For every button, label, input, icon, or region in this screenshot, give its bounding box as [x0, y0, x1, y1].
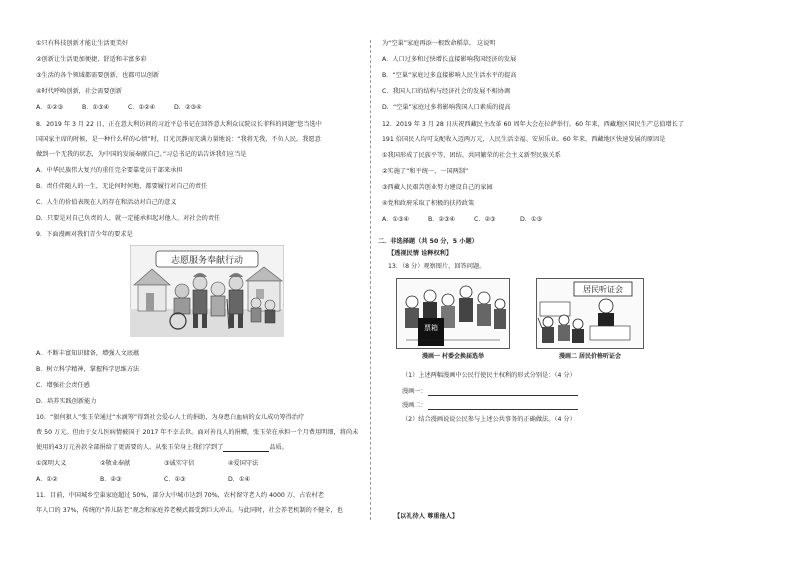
q8-option-b: B．责任伴随人的一生，无论何时何地，都要履行对自己的责任 — [36, 183, 208, 190]
q9-stem: 9．下面漫画对我们青少年的要求是 — [36, 231, 133, 238]
q12-stem-line-2: 191 倍国民人均可支配收入迈两万元，人民生活幸福、安居乐业。60 年来，西藏地区快速发展的原因是 — [382, 136, 666, 143]
q8-option-c: C．人生的价值表现在人的存在和活动对自己的意义 — [36, 199, 177, 206]
q12-stem-line-1: 12．2019 年 3 月 28 日庆祝西藏民主改革 60 周年大会在拉萨举行。60 年来，西藏地区国民生产总值增长了 — [382, 121, 685, 128]
q8-option-d: D．只要是对自己负责的人，就一定能承担起对他人、对社会的责任 — [36, 215, 221, 222]
section-tag-respect: 【以礼待人 尊重他人】 — [394, 513, 459, 520]
q10-item-3: ③诚实守信 — [164, 460, 195, 467]
q10-item-2: ②敬业奉献 — [100, 460, 131, 467]
q10-items — [36, 460, 292, 468]
q11-option-a: A．人口过多和过快增长直接影响我国经济的发展 — [382, 56, 517, 63]
q10-option-b: B．②③ — [100, 476, 122, 483]
answer-label-1: 漫画一： — [402, 388, 427, 395]
q12-option-c: C．②③ — [474, 216, 496, 223]
q10-stem-line-2: 费 50 万元。但由于女儿医病情被国于 2017 年不幸去世。面对善良人的捐赠，张玉荣在承担一个月费用明细，将尚未 — [36, 429, 359, 436]
q12-option-a: A．①③④ — [382, 216, 410, 223]
ballot-box-label: 票箱 — [424, 324, 438, 332]
q7-option-b: B．①③④ — [82, 104, 110, 111]
section-2-title: 二．非选择题（共 50 分，5 小题） — [378, 238, 478, 245]
q9-option-a: A．不断丰富知识储备，增强人文底蕴 — [36, 350, 140, 357]
cartoon-2-price-hearing — [536, 278, 644, 360]
q10-stem-line-3-text: 使用的43万元善款全部捐给了更需要的人。从张玉荣身上我们学到了 — [36, 444, 224, 451]
q13-stem: 13．（8 分）观察图片，回答问题。 — [388, 263, 486, 270]
q7-item-1: ①只有科技创新才能让生活更美好 — [36, 40, 129, 47]
q11-option-c: C．我国人口的结构与经济社会的发展不相协调 — [382, 88, 511, 95]
q7-item-3: ③生活的各个领域都需要创新，也都可以创新 — [36, 72, 160, 79]
answer-label-2: 漫画二： — [402, 402, 427, 409]
q7-item-4: ④时代呼唤创新，社会需要创新 — [36, 88, 122, 95]
q8-stem-line-2: 国国家主席的时候，是一种什么样的心情”时，目光沉静而充满力量地说：“我将无我，不负人民。我愿意 — [36, 136, 321, 143]
q10-stem-suffix: 品质。 — [269, 444, 288, 451]
q13-part-1: （1）上述两幅漫画中公民行使民主权利的形式分别是：（4 分） — [402, 372, 576, 379]
q12-item-1: ①我国形成了民族平等、团结、共同繁荣的社会主义新型民族关系 — [382, 152, 561, 159]
cartoon-1-caption: 漫画一 村委会换届选举 — [421, 353, 485, 360]
q10-option-c: C．①③ — [164, 476, 186, 483]
q11-option-b: B．“空巢”家庭过多直接影响人民生活水平的提高 — [382, 72, 517, 79]
q8-stem-line-3: 做到一个无我的状态，为中国的发展奉献自己。”习总书记的话告诉我们应当是 — [36, 151, 247, 158]
q10-stem-line-1: 10．“狠何狠人”张玉荣通过“水滴筹”得到社会爱心人士的捐助，为身患白血病的女儿成功筹得治疗 — [36, 414, 305, 421]
q9-banner-text: 志愿服务奉献行动 — [170, 256, 244, 266]
q7-item-2: ②创新让生活更加便捷、舒适和丰富多彩 — [36, 56, 147, 63]
q12-item-3: ③西藏人民艰苦创业努力建设自己的家园 — [382, 184, 493, 191]
q12-item-4: ④党和政府采取了积极的扶持政策 — [382, 200, 475, 207]
q9-cartoon — [130, 245, 284, 337]
q10-option-a: A．①② — [36, 476, 58, 483]
hearing-sign-text: 居民听证会 — [583, 285, 623, 294]
q12-option-b: B．②③④ — [428, 216, 456, 223]
answer-line-1[interactable] — [428, 395, 578, 396]
q12-options — [382, 216, 566, 224]
q8-stem-line-1: 8．2019 年 3 月 22 日，正在意大利访问的习近平总书记在回答意大利众议院议长菲科的问题“您当选中 — [36, 121, 322, 128]
q11-option-d: D．“空巢”家庭过多将影响我国人口素质的提高 — [382, 104, 511, 111]
q10-options — [36, 476, 292, 484]
q12-option-d: D．①③ — [520, 216, 543, 223]
cartoon-1-village-election — [396, 278, 510, 360]
q10-blank — [223, 445, 269, 452]
q7-options — [36, 104, 220, 112]
q9-option-d: D．培养实践创新能力 — [36, 398, 97, 405]
q11-stem-line-2: 年人口的 37%，传统的“养儿防老”观念和家庭养老模式都受到巨大冲击。与此同时，社会养老机制的不健全，也 — [36, 507, 343, 514]
q12-item-2: ②实施了“和平统一，一国两制” — [382, 168, 469, 175]
q10-item-1: ①深明大义 — [36, 460, 67, 467]
q10-item-4: ④爱国守法 — [228, 460, 259, 467]
cartoon-2-caption: 漫画二 居民价格听证会 — [558, 353, 622, 360]
ballot-box — [418, 318, 444, 346]
q8-option-a: A．中华民族伟大复兴的重任完全要靠党员干部来承担 — [36, 167, 183, 174]
q9-option-c: C．增强社会责任感 — [36, 382, 90, 389]
q7-option-c: C．①②④ — [128, 104, 156, 111]
q11-stem-line-1: 11．目前，中国城乡空巢家庭超过 50%，部分大中城市达到 70%，农村留守老人约 4000 万，占农村老 — [36, 492, 324, 499]
section-tag-rights: 【透视民情 诠释权利】 — [388, 250, 453, 257]
column-divider — [370, 40, 371, 520]
q7-option-a: A．①②③ — [36, 104, 64, 111]
q10-option-d: D．①④ — [228, 476, 251, 483]
answer-line-2[interactable] — [428, 409, 578, 410]
q7-option-d: D．②③④ — [174, 104, 202, 111]
q10-stem-line-3 — [36, 444, 288, 452]
q13-part-2: （2）结合漫画说说公民参与上述公共事务的正确做法。（4 分） — [402, 416, 576, 423]
q9-option-b: B．树立科学精神，掌握科学思维方法 — [36, 366, 140, 373]
q11-stem-continued: 为“空巢”家庭再添一根致命稻草。 这说明 — [382, 40, 496, 47]
